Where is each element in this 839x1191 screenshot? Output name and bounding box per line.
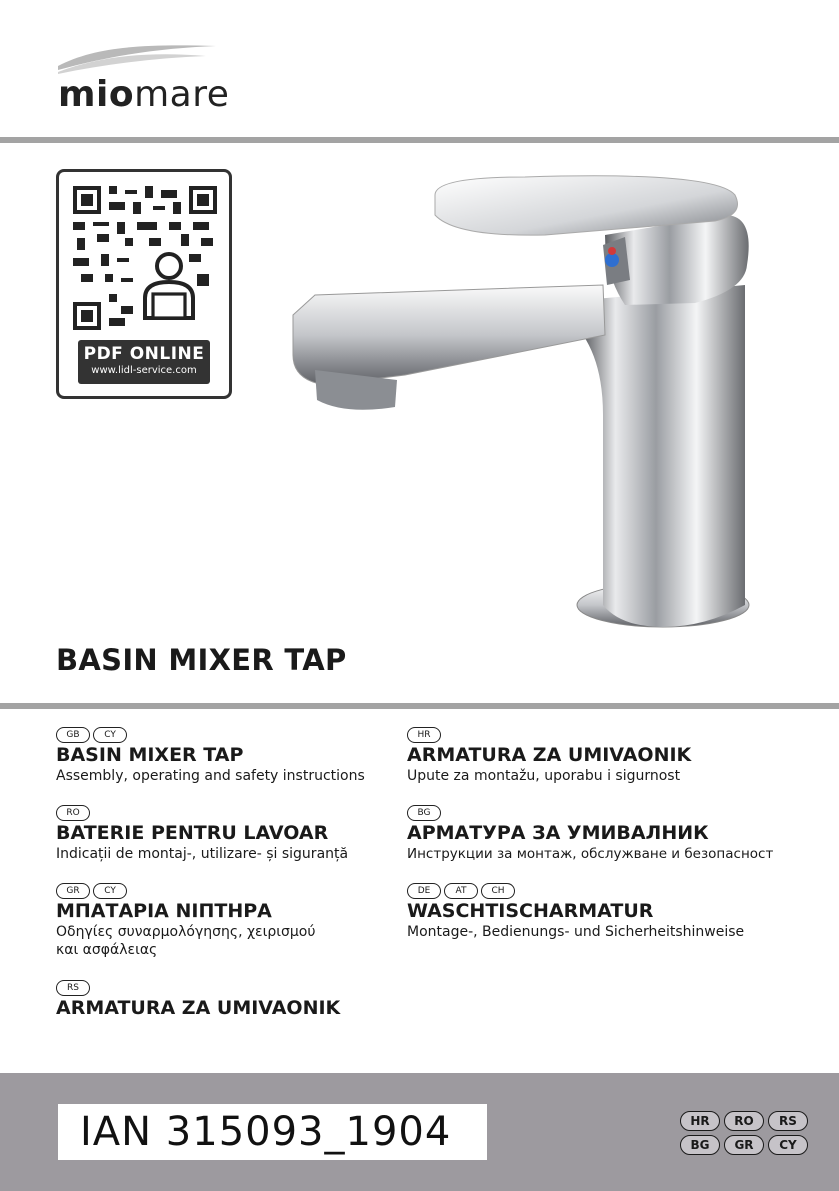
brand-wordmark (58, 74, 229, 115)
language-block-hr (407, 727, 807, 785)
brand-regular: mare (134, 74, 230, 115)
code-badge: AT (444, 883, 478, 899)
language-subtitle: Indicații de montaj-, utilizare- și siguranță (56, 846, 349, 862)
brand-logo (52, 40, 232, 115)
language-block-gb (56, 727, 416, 785)
code-badge: CY (93, 883, 127, 899)
country-badge: CY (768, 1135, 808, 1155)
country-badge: HR (680, 1111, 720, 1131)
code-badge: GB (56, 727, 90, 743)
language-codes (56, 883, 416, 899)
language-block-bg (407, 805, 827, 863)
pdf-online-badge (78, 340, 210, 384)
product-title: BASIN MIXER TAP (56, 643, 347, 677)
country-badge-row (680, 1111, 810, 1131)
country-badge: BG (680, 1135, 720, 1155)
code-badge: RS (56, 980, 90, 996)
language-title: BATERIE PENTRU LAVOAR (56, 822, 329, 844)
language-title: ΜΠΑΤΑΡΙΑ ΝΙΠΤΗΡΑ (56, 900, 272, 922)
code-badge: BG (407, 805, 441, 821)
language-title: ARMATURA ZA UMIVAONIK (407, 744, 692, 766)
language-codes (407, 727, 807, 743)
code-badge: CH (481, 883, 515, 899)
ian-number: IAN 315093_1904 (58, 1104, 487, 1160)
language-subtitle-line2: και ασφάλειας (56, 942, 158, 958)
country-badge-row (680, 1135, 810, 1155)
top-divider (0, 137, 839, 143)
language-block-rs (56, 980, 416, 1020)
code-badge: RO (56, 805, 90, 821)
country-badges (680, 1111, 810, 1159)
country-badge: RS (768, 1111, 808, 1131)
language-subtitle: Montage-, Bedienungs- und Sicherheitshinweise (407, 924, 745, 940)
country-badge: GR (724, 1135, 764, 1155)
language-codes (56, 805, 416, 821)
country-badge: RO (724, 1111, 764, 1131)
code-badge: HR (407, 727, 441, 743)
language-title: WASCHTISCHARMATUR (407, 900, 654, 922)
brand-bold: mio (58, 74, 135, 115)
qr-code-icon (73, 186, 217, 330)
qr-code-panel[interactable] (56, 169, 232, 399)
language-subtitle: Upute za montažu, uporabu i sigurnost (407, 768, 681, 784)
pdf-online-label: PDF ONLINE (83, 344, 205, 364)
language-title: АРМАТУРА ЗА УМИВАЛНИК (407, 822, 709, 844)
language-subtitle: Assembly, operating and safety instructions (56, 768, 365, 784)
language-subtitle: Инструкции за монтаж, обслужване и безопасност (407, 846, 774, 862)
service-url: www.lidl-service.com (91, 365, 197, 376)
language-codes (407, 805, 827, 821)
language-block-de (407, 883, 807, 941)
code-badge: DE (407, 883, 441, 899)
basin-mixer-tap-image (285, 175, 765, 635)
code-badge: GR (56, 883, 90, 899)
language-subtitle: Οδηγίες συναρμολόγησης, χειρισμού (56, 924, 316, 940)
language-codes (407, 883, 807, 899)
language-block-gr (56, 883, 416, 959)
middle-divider (0, 703, 839, 709)
code-badge: CY (93, 727, 127, 743)
language-title: ARMATURA ZA UMIVAONIK (56, 997, 341, 1019)
language-title: BASIN MIXER TAP (56, 744, 244, 766)
language-codes (56, 980, 416, 996)
language-codes (56, 727, 416, 743)
language-block-ro (56, 805, 416, 863)
footer-band (0, 1073, 839, 1191)
